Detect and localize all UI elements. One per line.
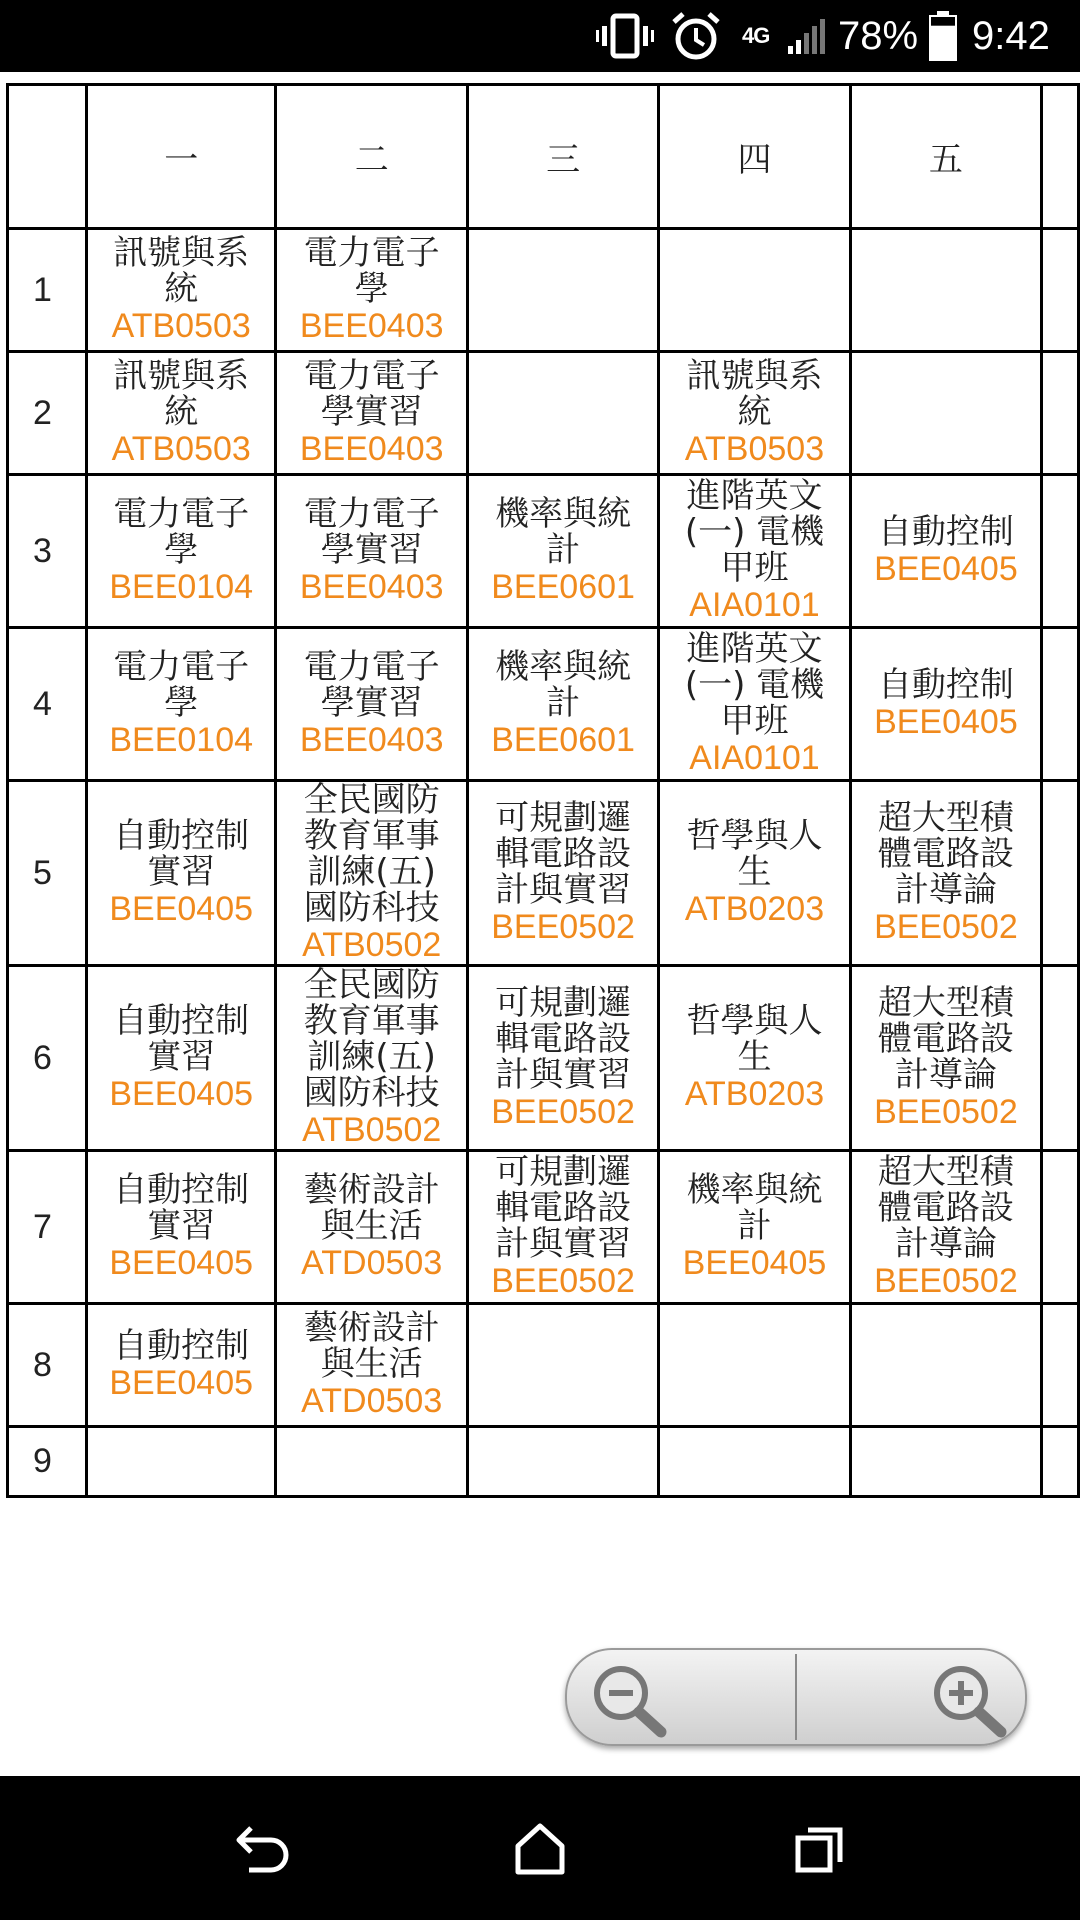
course-name: 訊號與系統 [113, 233, 250, 309]
home-button[interactable] [460, 1776, 620, 1920]
period-number: 5 [8, 781, 87, 966]
zoom-out-icon [587, 1660, 671, 1738]
course-name: 自動控制 [113, 1326, 250, 1366]
course-cell[interactable] [850, 781, 1041, 966]
period-number: 7 [8, 1151, 87, 1304]
course-cell[interactable] [850, 475, 1041, 628]
course-cell[interactable] [467, 1151, 658, 1304]
course-code: ATB0503 [111, 430, 251, 468]
course-cell[interactable] [276, 352, 467, 475]
course-cell-content [469, 800, 657, 946]
course-cell-content [852, 1154, 1040, 1300]
course-cell-content [88, 1172, 275, 1282]
course-code: ATB0503 [111, 307, 251, 345]
course-code: BEE0405 [109, 1364, 254, 1402]
course-cell[interactable] [276, 1304, 467, 1427]
course-cell[interactable] [850, 1151, 1041, 1304]
course-cell[interactable] [659, 966, 850, 1151]
course-code: BEE0502 [491, 1093, 635, 1131]
course-cell-content [469, 649, 657, 759]
course-name: 自動控制 [877, 512, 1014, 552]
course-name: 超大型積體電路設計導論 [877, 1152, 1014, 1264]
course-cell-content [277, 235, 465, 345]
course-name: 自動控制實習 [113, 1001, 250, 1077]
day-header: 三 [467, 85, 658, 229]
course-cell-content [277, 782, 465, 964]
course-cell-content [88, 818, 275, 928]
course-name: 機率與統計 [495, 647, 632, 723]
course-cell-content [660, 631, 848, 777]
period-number: 8 [8, 1304, 87, 1427]
overflow-cell [1042, 966, 1079, 1151]
course-cell[interactable] [659, 1151, 850, 1304]
timetable-row [8, 1427, 1079, 1497]
clock: 9:42 [972, 13, 1050, 58]
overflow-cell [1042, 1304, 1079, 1427]
course-cell-content [277, 358, 465, 468]
course-cell-content [660, 478, 848, 624]
course-name: 可規劃邏輯電路設計與實習 [495, 798, 632, 910]
period-number: 4 [8, 628, 87, 781]
course-cell [659, 229, 850, 352]
course-name: 機率與統計 [495, 494, 632, 570]
status-bar [0, 0, 1080, 72]
course-name: 電力電子學 [113, 647, 250, 723]
overflow-cell [1042, 352, 1079, 475]
timetable-view[interactable] [0, 72, 1080, 1776]
course-cell[interactable] [276, 475, 467, 628]
course-name: 超大型積體電路設計導論 [877, 983, 1014, 1095]
course-cell-content [660, 1003, 848, 1113]
course-code: BEE0502 [874, 1093, 1018, 1131]
overflow-column [1042, 85, 1079, 229]
course-name: 全民國防教育軍事訓練(五)國防科技 [303, 780, 440, 928]
day-header: 五 [850, 85, 1041, 229]
course-cell [659, 1427, 850, 1497]
course-name: 全民國防教育軍事訓練(五)國防科技 [303, 965, 440, 1113]
back-button[interactable] [183, 1776, 343, 1920]
course-cell[interactable] [86, 229, 276, 352]
course-name: 可規劃邏輯電路設計與實習 [495, 1152, 632, 1264]
course-cell [86, 1427, 276, 1497]
course-code: BEE0405 [109, 890, 254, 928]
course-code: BEE0403 [299, 568, 444, 606]
course-cell[interactable] [467, 628, 658, 781]
timetable-row [8, 475, 1079, 628]
course-name: 進階英文(一) 電機甲班 [684, 476, 825, 588]
zoom-control [565, 1648, 1027, 1746]
period-number: 2 [8, 352, 87, 475]
course-cell-content [469, 985, 657, 1131]
timetable-row [8, 1304, 1079, 1427]
course-code: AIA0101 [689, 586, 820, 624]
course-cell-content [852, 667, 1040, 741]
course-cell-content [88, 1328, 275, 1402]
course-cell-content [277, 967, 465, 1149]
course-cell-content [660, 1172, 848, 1282]
course-name: 藝術設計與生活 [303, 1170, 440, 1246]
course-code: BEE0502 [491, 1262, 635, 1300]
course-cell[interactable] [467, 475, 658, 628]
course-cell[interactable] [86, 352, 276, 475]
course-cell[interactable] [850, 966, 1041, 1151]
course-cell[interactable] [86, 1151, 276, 1304]
course-cell-content [277, 1310, 465, 1420]
course-name: 自動控制 [877, 665, 1014, 705]
course-cell-content [469, 496, 657, 606]
course-cell-content [852, 514, 1040, 588]
header-row [8, 85, 1079, 229]
course-code: ATD0503 [301, 1244, 443, 1282]
course-cell [659, 1304, 850, 1427]
course-cell[interactable] [86, 781, 276, 966]
recents-button[interactable] [740, 1776, 900, 1920]
overflow-cell [1042, 1427, 1079, 1497]
course-cell [850, 229, 1041, 352]
course-code: ATB0503 [684, 430, 825, 468]
timetable-row [8, 352, 1079, 475]
course-name: 自動控制實習 [113, 1170, 250, 1246]
course-cell [276, 1427, 467, 1497]
course-code: BEE0405 [682, 1244, 827, 1282]
overflow-cell [1042, 628, 1079, 781]
course-cell-content [88, 649, 275, 759]
course-cell-content [852, 800, 1040, 946]
course-cell[interactable] [659, 352, 850, 475]
timetable-row [8, 628, 1079, 781]
course-name: 哲學與人生 [686, 1001, 823, 1077]
course-code: BEE0601 [491, 721, 635, 759]
course-cell[interactable] [467, 966, 658, 1151]
overflow-cell [1042, 781, 1079, 966]
course-name: 超大型積體電路設計導論 [877, 798, 1014, 910]
course-code: BEE0104 [109, 568, 254, 606]
network-type: 4G [742, 23, 770, 48]
period-number: 3 [8, 475, 87, 628]
timetable-row [8, 781, 1079, 966]
course-cell[interactable] [276, 1151, 467, 1304]
course-cell [850, 352, 1041, 475]
course-cell-content [660, 358, 848, 468]
course-name: 電力電子學實習 [303, 494, 440, 570]
course-cell [467, 1427, 658, 1497]
course-cell-content [88, 358, 275, 468]
back-icon [233, 1820, 293, 1876]
course-cell[interactable] [276, 229, 467, 352]
course-cell [850, 1427, 1041, 1497]
course-cell [467, 1304, 658, 1427]
course-code: BEE0502 [874, 1262, 1018, 1300]
course-code: BEE0403 [299, 307, 444, 345]
battery-percent: 78% [838, 13, 919, 58]
course-code: BEE0104 [109, 721, 254, 759]
course-cell[interactable] [276, 966, 467, 1151]
course-name: 電力電子學 [113, 494, 250, 570]
course-name: 哲學與人生 [686, 816, 823, 892]
overflow-cell [1042, 475, 1079, 628]
course-cell[interactable] [659, 781, 850, 966]
course-cell-content [852, 985, 1040, 1131]
timetable-row [8, 1151, 1079, 1304]
zoom-in-button[interactable] [797, 1650, 1025, 1744]
timetable [6, 83, 1080, 1498]
course-code: BEE0405 [874, 703, 1018, 741]
course-code: BEE0405 [109, 1075, 254, 1113]
course-cell[interactable] [86, 475, 276, 628]
course-name: 自動控制實習 [113, 816, 250, 892]
vibrate-icon [596, 0, 654, 72]
course-cell[interactable] [659, 475, 850, 628]
course-code: AIA0101 [689, 739, 820, 777]
zoom-out-button[interactable] [567, 1650, 795, 1744]
course-cell-content [88, 496, 275, 606]
network-type-icon [742, 0, 769, 72]
period-number: 6 [8, 966, 87, 1151]
period-number: 1 [8, 229, 87, 352]
battery-icon [928, 0, 958, 72]
overflow-cell [1042, 229, 1079, 352]
course-cell-content [277, 1172, 465, 1282]
course-name: 電力電子學實習 [303, 356, 440, 432]
course-cell-content [277, 649, 465, 759]
course-code: ATB0502 [302, 926, 442, 964]
course-name: 電力電子學實習 [303, 647, 440, 723]
alarm-icon [670, 0, 722, 72]
navigation-bar [0, 1776, 1080, 1920]
course-code: BEE0405 [874, 550, 1018, 588]
course-cell-content [88, 235, 275, 345]
course-cell [850, 1304, 1041, 1427]
course-code: BEE0502 [874, 908, 1018, 946]
course-code: BEE0502 [491, 908, 635, 946]
course-cell[interactable] [467, 781, 658, 966]
day-header: 一 [86, 85, 276, 229]
course-name: 訊號與系統 [686, 356, 823, 432]
course-name: 可規劃邏輯電路設計與實習 [495, 983, 632, 1095]
course-cell-content [88, 1003, 275, 1113]
course-cell[interactable] [86, 1304, 276, 1427]
course-code: BEE0403 [299, 430, 444, 468]
timetable-row [8, 966, 1079, 1151]
home-icon [510, 1820, 570, 1876]
course-name: 藝術設計與生活 [303, 1308, 440, 1384]
course-code: BEE0403 [299, 721, 444, 759]
course-name: 機率與統計 [686, 1170, 823, 1246]
course-code: ATB0203 [684, 1075, 825, 1113]
recents-icon [790, 1820, 850, 1876]
overflow-cell [1042, 1151, 1079, 1304]
course-cell [467, 352, 658, 475]
course-code: ATB0502 [302, 1111, 442, 1149]
course-name: 進階英文(一) 電機甲班 [684, 629, 825, 741]
course-name: 訊號與系統 [113, 356, 250, 432]
corner-cell [8, 85, 87, 229]
course-cell[interactable] [850, 628, 1041, 781]
course-cell-content [469, 1154, 657, 1300]
course-cell [467, 229, 658, 352]
course-code: BEE0405 [109, 1244, 254, 1282]
course-name: 電力電子學 [303, 233, 440, 309]
course-cell[interactable] [659, 628, 850, 781]
course-code: ATB0203 [684, 890, 825, 928]
timetable-row [8, 229, 1079, 352]
zoom-in-icon [927, 1660, 1011, 1738]
course-code: BEE0601 [491, 568, 635, 606]
course-code: ATD0503 [301, 1382, 443, 1420]
course-cell[interactable] [276, 781, 467, 966]
course-cell[interactable] [86, 966, 276, 1151]
course-cell-content [277, 496, 465, 606]
day-header: 二 [276, 85, 467, 229]
course-cell[interactable] [86, 628, 276, 781]
signal-icon [786, 0, 826, 72]
course-cell-content [660, 818, 848, 928]
course-cell[interactable] [276, 628, 467, 781]
period-number: 9 [8, 1427, 87, 1497]
day-header: 四 [659, 85, 850, 229]
